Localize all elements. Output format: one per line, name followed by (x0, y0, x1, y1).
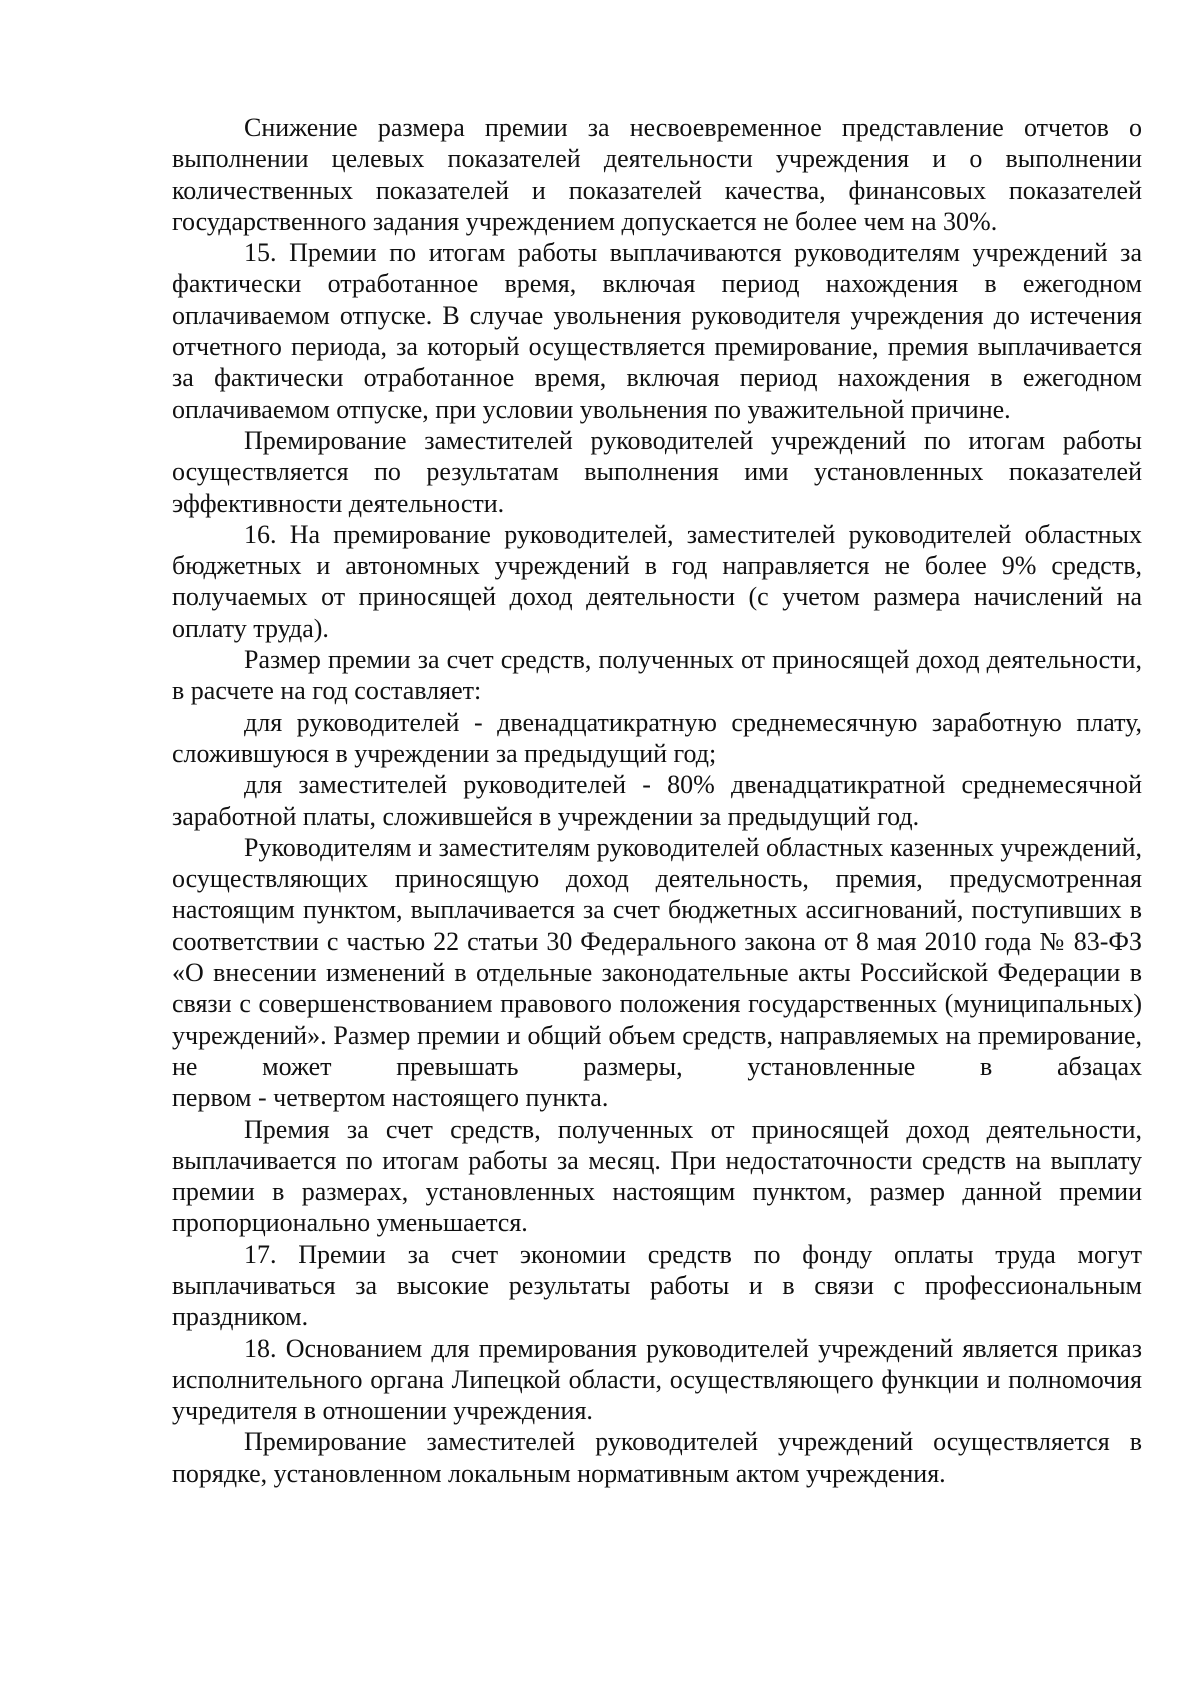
paragraph-for-heads: для руководителей - двенадцатикратную среднемесячную заработную плату, сложившуюся в учреждении за предыдущий год; (172, 707, 1142, 768)
paragraph-item-15: 15. Премии по итогам работы выплачиваются руководителям учреждений за фактически отработанное время, включая период нахождения в ежегодном оплачиваемом отпуске. В случае увольнения руководителя учреждения до истечения отчетного периода, за который осуществляется премирование, премия выплачивается за фактически отработанное время, включая период нахождения в ежегодном оплачиваемом отпуске, при условии увольнения по уважительной причине. (172, 238, 1142, 424)
paragraph-item-17: 17. Премии за счет экономии средств по фонду оплаты труда могут выплачиваться за высокие результаты работы и в связи с профессиональным праздником. (172, 1239, 1142, 1332)
paragraph-deputies-bonus: Премирование заместителей руководителей учреждений по итогам работы осуществляется по результатам выполнения ими установленных показателей эффективности деятельности. (172, 425, 1142, 518)
paragraph-bonus-size: Размер премии за счет средств, полученных от приносящей доход деятельности, в расчете на год составляет: (172, 645, 1142, 706)
paragraph-item-18: 18. Основанием для премирования руководителей учреждений является приказ исполнительного органа Липецкой области, осуществляющего функции и полномочия учредителя в отношении учреждения. (172, 1333, 1142, 1426)
paragraph-item-16: 16. На премирование руководителей, заместителей руководителей областных бюджетных и автономных учреждений в год направляется не более 9% средств, получаемых от приносящей доход деятельности (с учетом размера начислений на оплату труда). (172, 519, 1142, 643)
paragraph-monthly-bonus: Премия за счет средств, полученных от приносящей доход деятельности, выплачивается по итогам работы за месяц. При недостаточности средств на выплату премии в размерах, установленных настоящим пунктом, размер данной премии пропорционально уменьшается. (172, 1114, 1142, 1238)
paragraph-state-institutions-end: первом - четвертом настоящего пункта. (172, 1083, 609, 1113)
paragraph-bonus-reduction: Снижение размера премии за несвоевременное представление отчетов о выполнении целевых показателей деятельности учреждения и о выполнении количественных показателей и показателей качества, финансовых показателей государственного задания учреждением допускается не более чем на 30%. (172, 113, 1142, 236)
paragraph-for-deputies: для заместителей руководителей - 80% двенадцатикратной среднемесячной заработной платы, сложившейся в учреждении за предыдущий год. (172, 770, 1142, 831)
paragraph-deputies-order: Премирование заместителей руководителей учреждений осуществляется в порядке, установленном локальным нормативным актом учреждения. (172, 1427, 1142, 1488)
document-page (172, 112, 1142, 1489)
paragraph-state-institutions: Руководителям и заместителям руководителей областных казенных учреждений, осуществляющих приносящую доход деятельность, премия, предусмотренная настоящим пунктом, выплачивается за счет бюджетных ассигнований, поступивших в соответствии с частью 22 статьи 30 Федерального закона от 8 мая 2010 года № 83-ФЗ «О внесении изменений в отдельные законодательные акты Российской Федерации в связи с совершенствованием правового положения государственных (муниципальных) учреждений». Размер премии и общий объем средств, направляемых на премирование, не может превышать размеры, установленные в абзацах (172, 832, 1142, 1081)
